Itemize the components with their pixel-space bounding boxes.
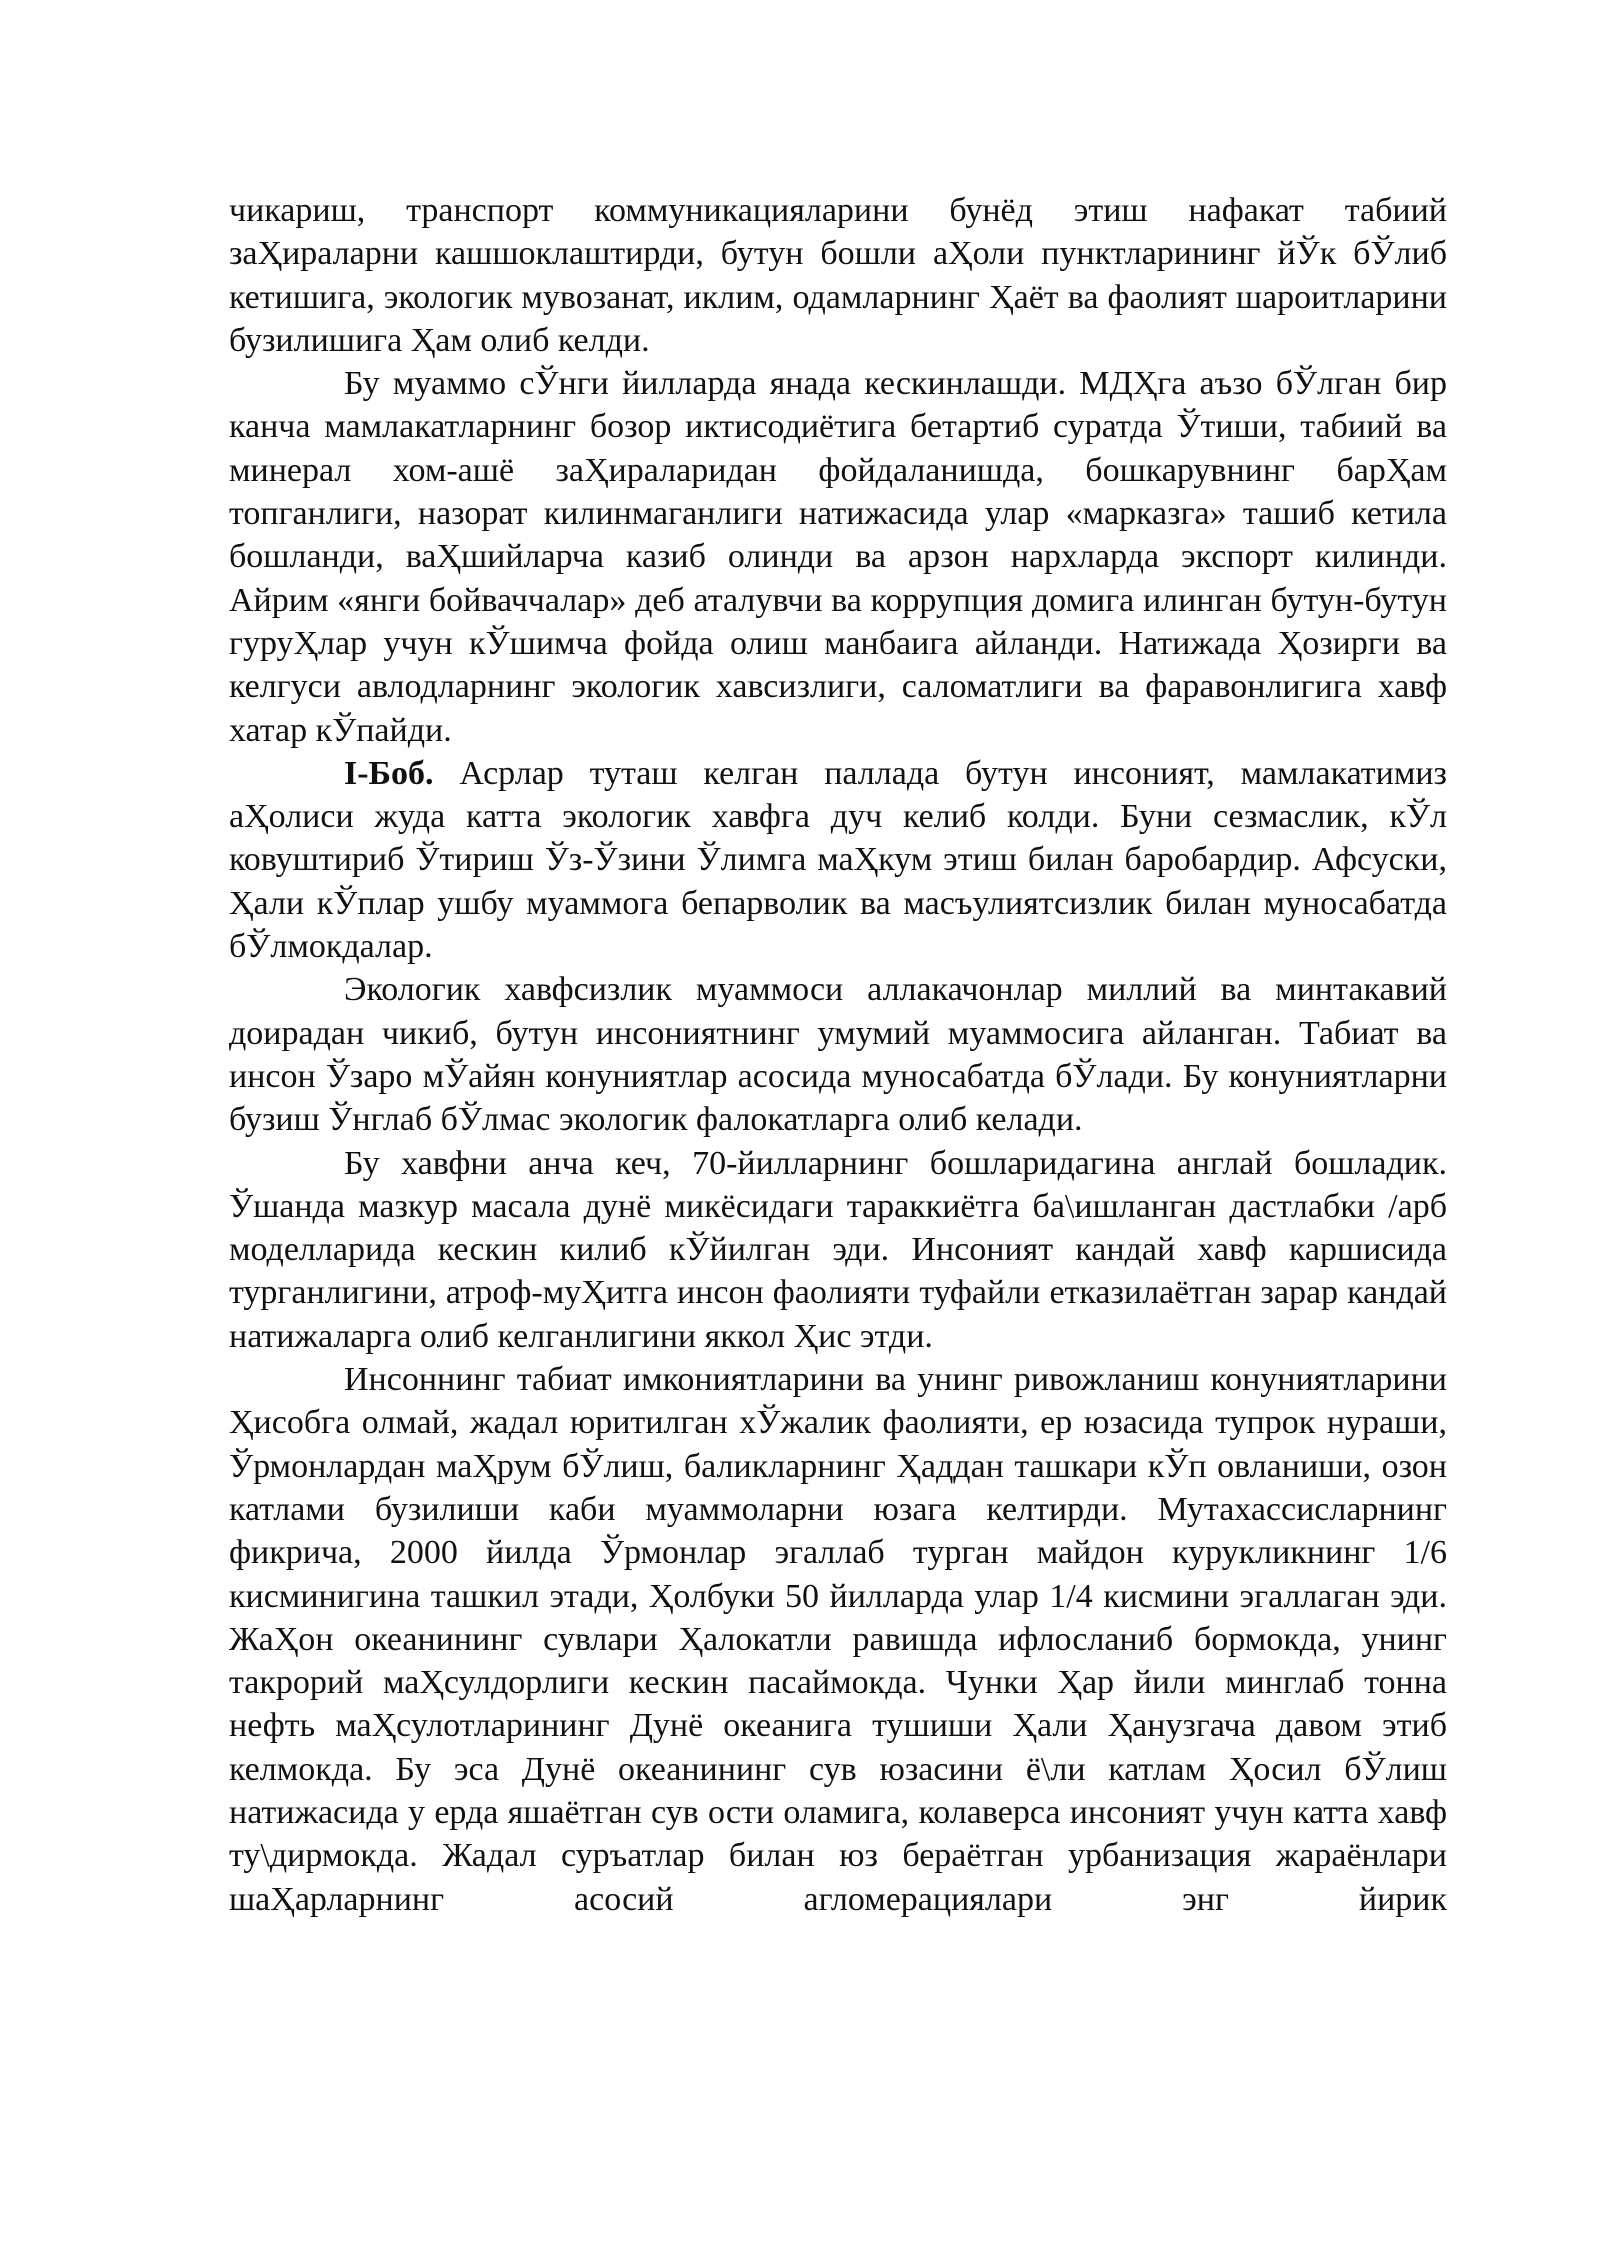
document-body (229, 189, 1447, 1921)
chapter-heading: I-Боб. (344, 754, 434, 792)
paragraph-chapter-one (229, 752, 1447, 968)
paragraph-continuation: чикариш, транспорт коммуникацияларини бунёд этиш нафакат табиий заҲираларни кашшоклаштирди, бутун бошли аҲоли пунктларининг йЎк бЎлиб кетишига, экологик мувозанат, иклим, одамларнинг Ҳаёт ва фаолият шароитларини бузилишига Ҳам олиб келди. (229, 192, 1447, 359)
paragraph-ecological-safety: Экологик хавфсизлик муаммоси аллакачонлар миллий ва минтакавий доирадан чикиб, бутун инсониятнинг умумий муаммосига айланган. Табиат ва инсон Ўзаро мЎайян конуниятлар асосида муносабатда бЎлади. Бу конуниятларни бузиш Ўнглаб бЎлмас экологик фалокатларга олиб келади. (229, 971, 1447, 1139)
paragraph-problem-worsening: Бу муаммо сЎнги йилларда янада кескинлашди. МДҲга аъзо бЎлган бир канча мамлакатларнинг бозор иктисодиётига бетартиб суратда Ўтиши, табиий ва минерал хом-ашё заҲираларидан фойдаланишда, бошкарувнинг барҲам топганлиги, назорат килинмаганлиги натижасида улар «марказга» ташиб кетила бошланди, ваҲшийларча казиб олинди ва арзон нархларда экспорт килинди. Айрим «янги бойваччалар» деб аталувчи ва коррупция домига илинган бутун-бутун гуруҲлар учун кЎшимча фойда олиш манбаига айланди. Натижада Ҳозирги ва келгуси авлодларнинг экологик хавсизлиги, саломатлиги ва фаравонлигига хавф хатар кЎпайди. (229, 365, 1447, 749)
paragraph-human-activity: Инсоннинг табиат имкониятларини ва унинг ривожланиш конуниятларини Ҳисобга олмай, жадал юритилган хЎжалик фаолияти, ер юзасида тупрок нураши, Ўрмонлардан маҲрум бЎлиш, баликларнинг Ҳаддан ташкари кЎп овланиши, озон катлами бузилиши каби муаммоларни юзага келтирди. Мутахассисларнинг фикрича, 2000 йилда Ўрмонлар эгаллаб турган майдон курукликнинг 1/6 кисминигина ташкил этади, Ҳолбуки 50 йилларда улар 1/4 кисмини эгаллаган эди. ЖаҲон океанининг сувлари Ҳалокатли равишда ифлосланиб бормокда, унинг такрорий маҲсулдорлиги кескин пасаймокда. Чунки Ҳар йили минглаб тонна нефть маҲсулотларининг Дунё океанига тушиши Ҳали Ҳанузгача давом этиб келмокда. Бу эса Дунё океанининг сув юзасини ё\ли катлам Ҳосил бЎлиш натижасида у ерда яшаётган сув ости оламига, колаверса инсоният учун катта хавф ту\дирмокда. Жадал суръатлар билан юз бераётган урбанизация жараёнлари шаҲарларнинг асосий агломерациялари энг йирик (229, 1361, 1447, 1918)
chapter-one-text: Асрлар туташ келган паллада бутун инсоният, мамлакатимиз аҲолиси жуда катта экологик хавфга дуч келиб колди. Буни сезмаслик, кЎл ковуштириб Ўтириш Ўз-Ўзини Ўлимга маҲкум этиш билан баробардир. Афсуски, Ҳали кЎплар ушбу муаммога бепарволик ва масъулиятсизлик билан муносабатда бЎлмокдалар. (229, 754, 1447, 966)
paragraph-seventies: Бу хавфни анча кеч, 70-йилларнинг бошларидагина англай бошладик. Ўшанда мазкур масала дунё микёсидаги тараккиётга ба\ишланган дастлабки /арб моделларида кескин килиб кЎйилган эди. Инсоният кандай хавф каршисида турганлигини, атроф-муҲитга инсон фаолияти туфайли етказилаётган зарар кандай натижаларга олиб келганлигини яккол Ҳис этди. (229, 1144, 1447, 1355)
